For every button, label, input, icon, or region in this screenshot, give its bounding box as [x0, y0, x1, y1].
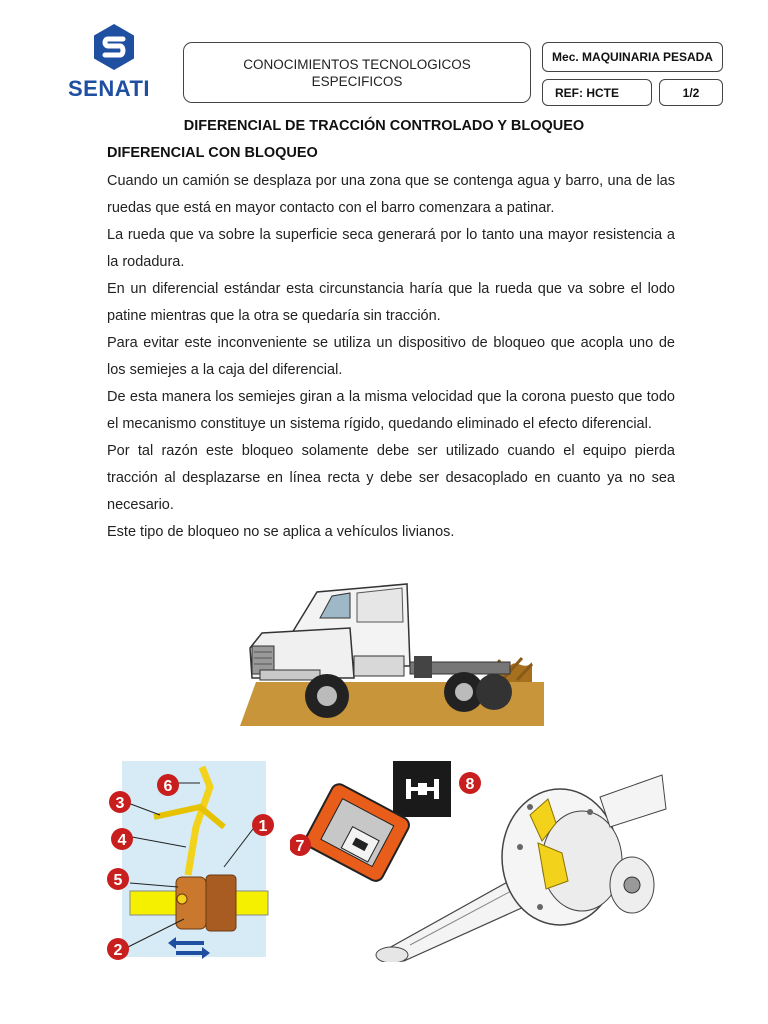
callout-marker	[109, 791, 131, 813]
callout-marker	[290, 834, 311, 856]
callout-number: 6	[163, 778, 173, 795]
truck-in-mud-illustration	[232, 578, 552, 730]
callout-marker	[157, 774, 179, 796]
callout-marker	[107, 938, 129, 960]
reference-box: REF: HCTE	[542, 79, 652, 106]
paragraph: La rueda que va sobre la superficie seca generará por lo tanto una mayor resistencia a la rodadura.	[107, 227, 675, 270]
section-title: DIFERENCIAL CON BLOQUEO	[107, 145, 318, 161]
paragraph: De esta manera los semiejes giran a la misma velocidad que la corona puesto que todo el mecanismo constituye un sistema rígido, quedando eliminado el efecto diferencial.	[107, 389, 675, 432]
page-number-box: 1/2	[659, 79, 723, 106]
axle-housing-illustration	[370, 757, 670, 962]
course-title-line1: CONOCIMIENTOS TECNOLOGICOS	[243, 56, 471, 72]
paragraph: Para evitar este inconveniente se utiliza un dispositivo de bloqueo que acopla uno de los semiejes a la caja del diferencial.	[107, 335, 675, 378]
document-title: DIFERENCIAL DE TRACCIÓN CONTROLADO Y BLOQUEO	[183, 118, 585, 134]
paragraph: Este tipo de bloqueo no se aplica a vehículos livianos.	[107, 524, 455, 540]
callout-number: 1	[258, 818, 268, 835]
differential-lock-diagram	[104, 757, 286, 967]
callout-marker	[111, 828, 133, 850]
callout-number: 8	[465, 776, 475, 793]
callout-number: 4	[117, 832, 127, 849]
course-title-line2: ESPECIFICOS	[311, 73, 403, 89]
callout-number: 5	[113, 872, 123, 889]
callout-marker	[107, 868, 129, 890]
paragraph: Por tal razón este bloqueo solamente debe ser utilizado cuando el equipo pierda tracción al desplazarse en línea recta y debe ser desacoplado en cuanto ya no sea necesario.	[107, 443, 675, 513]
callout-marker	[252, 814, 274, 836]
paragraph: En un diferencial estándar esta circunstancia haría que la rueda que va sobre el lodo patine mientras que la otra se quedaría sin tracción.	[107, 281, 675, 324]
specialty-box: Mec. MAQUINARIA PESADA	[542, 42, 723, 72]
course-title-box	[183, 42, 531, 103]
callout-number: 7	[295, 838, 305, 855]
callout-number: 2	[113, 942, 123, 959]
body-text	[107, 168, 675, 546]
paragraph: Cuando un camión se desplaza por una zona que se contenga agua y barro, una de las ruedas que está en mayor contacto con el barro comenzara a patinar.	[107, 173, 675, 216]
callout-number: 3	[115, 795, 125, 812]
logo-text: SENATI	[68, 76, 151, 101]
